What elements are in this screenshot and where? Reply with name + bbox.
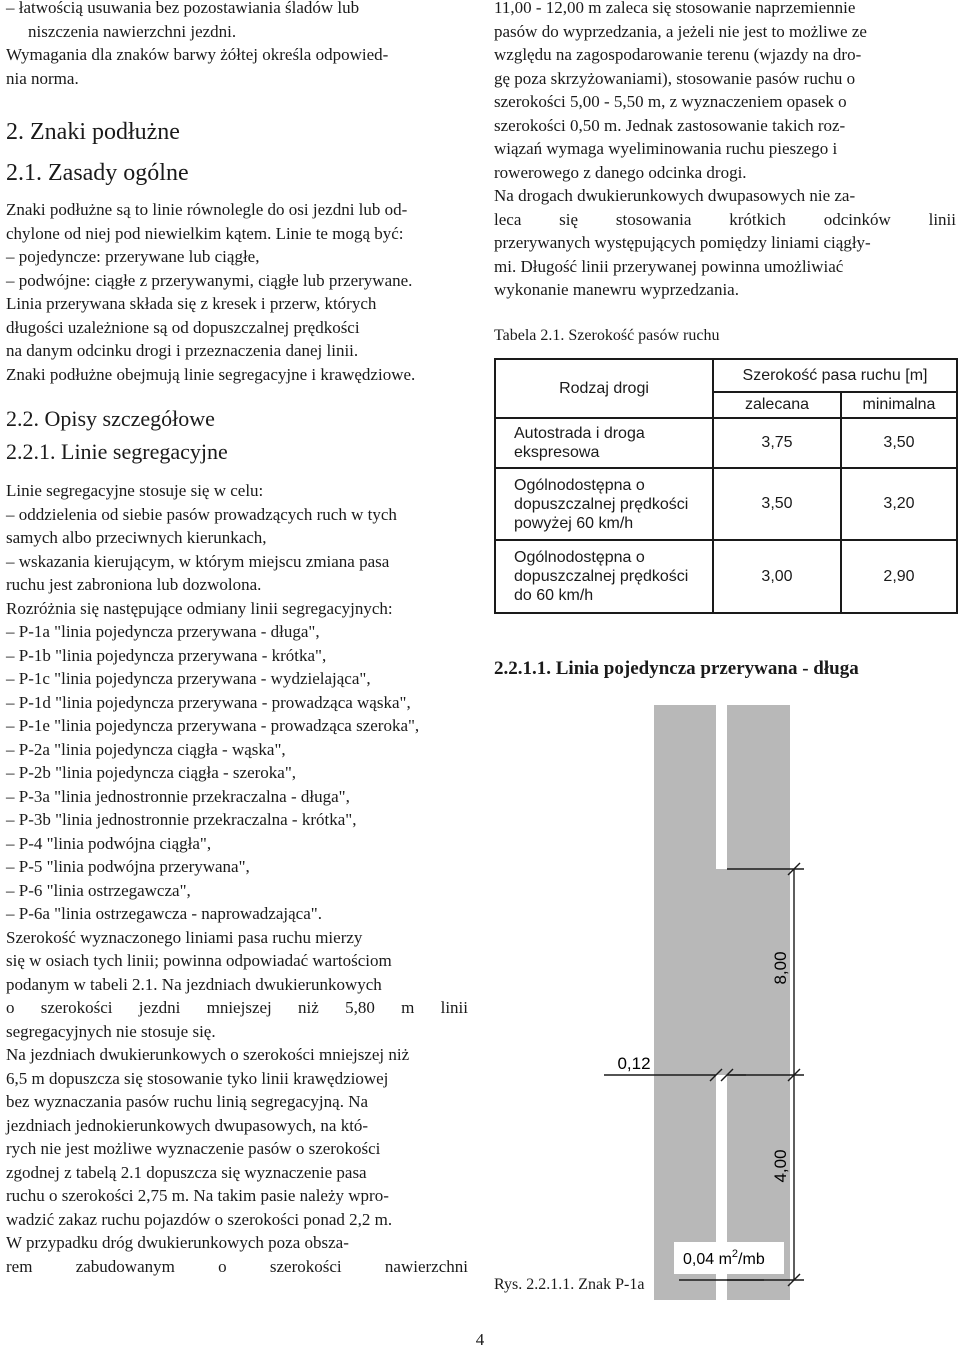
body-line: ruchu jest zabroniona lub dozwolona. xyxy=(6,575,262,594)
body-line: względu na zagospodarowanie terenu (wjazdy na dro- xyxy=(494,45,862,64)
dim-width-label: 0,12 xyxy=(617,1054,651,1073)
intro-line: – łatwością usuwania bez pozostawiania śladów lub xyxy=(6,0,360,17)
body-line: rowerowego z danego odcinka drogi. xyxy=(494,162,747,182)
type-item: – P-6 "linia ostrzegawcza", xyxy=(6,880,191,900)
road-type-cell: Ogólnodostępna o dopuszczalnej prędkości powyżej 60 km/h xyxy=(495,468,713,540)
type-item: – P-5 "linia podwójna przerywana", xyxy=(6,857,250,876)
body-line: – podwójne: ciągłe z przerywanymi, ciągłe lub przerywane. xyxy=(6,270,413,290)
table-row xyxy=(495,418,957,468)
header-minimum: minimalna xyxy=(841,392,957,418)
type-item: – P-1d "linia pojedyncza przerywana - prowadząca wąska", xyxy=(6,692,411,712)
type-item: – P-2b "linia pojedyncza ciągła - szeroka", xyxy=(6,763,297,782)
header-recommended: zalecana xyxy=(713,392,841,418)
body-line: rych nie jest możliwe wyznaczenie pasów o szerokości xyxy=(6,1139,381,1158)
p1a-marking-diagram xyxy=(494,690,960,1300)
body-line: – wskazania kierującym, w którym miejscu zmiana pasa xyxy=(6,551,390,571)
body-line: Linia przerywana składa się z kresek i przerw, których xyxy=(6,294,377,313)
body-line: Na jezdniach dwukierunkowych o szerokości mniejszej niż xyxy=(6,1045,410,1064)
recommended-cell: 3,00 xyxy=(713,540,841,613)
type-item: – P-1c "linia pojedyncza przerywana - wydzielająca", xyxy=(6,669,371,688)
body-line: Na drogach dwukierunkowych dwupasowych nie za- xyxy=(494,186,856,205)
body-line: szerokości 0,50 m. Jednak zastosowanie takich roz- xyxy=(494,115,846,135)
body-line: gę poza skrzyżowaniami), stosowanie pasów ruchu o xyxy=(494,68,856,88)
type-item: – P-3b "linia jednostronnie przekraczalna - krótka", xyxy=(6,810,357,829)
body-line: bez wyznaczania pasów ruchu linią segregacyjną. Na xyxy=(6,1092,369,1111)
body-line: – oddzielenia od siebie pasów prowadzących ruch w tych xyxy=(6,504,397,524)
minimum-cell: 3,20 xyxy=(841,468,957,540)
type-item: – P-1a "linia pojedyncza przerywana - długa", xyxy=(6,622,320,641)
body-line: jezdniach jednokierunkowych dwupasowych, na któ- xyxy=(6,1115,369,1135)
body-line: Rozróżnia się następujące odmiany linii segregacyjnych: xyxy=(6,598,393,618)
body-line: – pojedyncze: przerywane lub ciągłe, xyxy=(6,247,260,266)
dim-long-label: 8,00 xyxy=(771,951,790,985)
type-item: – P-6a "linia ostrzegawcza - naprowadzająca". xyxy=(6,904,322,923)
road-type-cell: Ogólnodostępna o dopuszczalnej prędkości do 60 km/h xyxy=(495,540,713,613)
table-caption: Tabela 2.1. Szerokość pasów ruchu xyxy=(494,327,720,344)
recommended-cell: 3,50 xyxy=(713,468,841,540)
body-line: wykonanie manewru wyprzedzania. xyxy=(494,280,739,299)
area-label: 0,04 $m^2/mb$ xyxy=(683,1248,765,1268)
type-item: – P-1e "linia pojedyncza przerywana - prowadząca szeroka", xyxy=(6,716,420,735)
body-line: rem zabudowanym o szerokości nawierzchni xyxy=(6,1256,468,1276)
subsection-heading: 2.1. Zasady ogólne xyxy=(6,160,189,186)
body-line: pasów do wyprzedzania, a jeżeli nie jest to możliwe ze xyxy=(494,21,867,41)
body-line: zgodnej z tabelą 2.1 dopuszcza się wyznaczenie pasa xyxy=(6,1162,367,1182)
intro-line: nia norma. xyxy=(6,68,79,88)
body-line: się w osiach tych linii; powinna odpowiadać wartościom xyxy=(6,951,392,970)
type-item: – P-2a "linia pojedyncza ciągła - wąska", xyxy=(6,739,286,759)
dim-short-label: 4,00 xyxy=(771,1149,790,1183)
header-road-type: Rodzaj drogi xyxy=(495,359,713,418)
body-line: szerokości 5,00 - 5,50 m, z wyznaczeniem opasek o xyxy=(494,92,847,111)
body-line: leca się stosowania krótkich odcinków linii xyxy=(494,209,956,229)
body-line: W przypadku dróg dwukierunkowych poza obsza- xyxy=(6,1233,349,1252)
segregation-heading: 2.2.1. Linie segregacyjne xyxy=(6,439,228,464)
body-line: chylone od niej pod niewielkim kątem. Linie te mogą być: xyxy=(6,223,404,243)
body-line: wiązań wymaga wyeliminowania ruchu pieszego i xyxy=(494,139,838,158)
body-line: segregacyjnych nie stosuje się. xyxy=(6,1021,216,1041)
road-type-cell: Autostrada i droga ekspresowa xyxy=(495,418,713,468)
body-line: Znaki podłużne są to linie równolegle do osi jezdni lub od- xyxy=(6,200,408,219)
body-line: podanym w tabeli 2.1. Na jezdniach dwukierunkowych xyxy=(6,974,382,994)
recommended-cell: 3,75 xyxy=(713,418,841,468)
figure-heading: 2.2.1.1. Linia pojedyncza przerywana - długa xyxy=(494,658,859,679)
table-row xyxy=(495,468,957,540)
minimum-cell: 3,50 xyxy=(841,418,957,468)
intro-line: Wymagania dla znaków barwy żółtej określa odpowied- xyxy=(6,45,389,64)
body-line: samych albo przeciwnych kierunkach, xyxy=(6,528,267,547)
type-item: – P-3a "linia jednostronnie przekraczalna - długa", xyxy=(6,786,350,806)
body-line: mi. Długość linii przerywanej powinna umożliwiać xyxy=(494,256,844,276)
body-line: o szerokości jezdni mniejszej niż 5,80 m linii xyxy=(6,998,468,1017)
figure-caption: Rys. 2.2.1.1. Znak P-1a xyxy=(494,1276,645,1293)
body-line: 6,5 m dopuszcza się stosowanie tyko linii krawędziowej xyxy=(6,1068,389,1088)
body-line: Znaki podłużne obejmują linie segregacyjne i krawędziowe. xyxy=(6,364,416,384)
dash-segment xyxy=(716,705,727,869)
body-line: długości uzależnione są od dopuszczalnej prędkości xyxy=(6,317,360,337)
body-line: Szerokość wyznaczonego liniami pasa ruchu mierzy xyxy=(6,927,363,947)
details-heading: 2.2. Opisy szczegółowe xyxy=(6,406,215,431)
section-heading: 2. Znaki podłużne xyxy=(6,119,180,145)
body-line: wadzić zakaz ruchu pojazdów o szerokości ponad 2,2 m. xyxy=(6,1209,393,1229)
table-row xyxy=(495,540,957,613)
intro-line: niszczenia nawierzchni jezdni. xyxy=(28,21,237,41)
body-line: 11,00 - 12,00 m zaleca się stosowanie naprzemiennie xyxy=(494,0,856,17)
body-line: na danym odcinku drogi i przeznaczenia danej linii. xyxy=(6,341,359,360)
width-table xyxy=(494,358,958,612)
body-line: przerywanych występujących pomiędzy liniami ciągły- xyxy=(494,233,871,252)
body-line: ruchu o szerokości 2,75 m. Na takim pasie należy wpro- xyxy=(6,1186,389,1205)
header-lane-width: Szerokość pasa ruchu [m] xyxy=(713,359,957,392)
minimum-cell: 2,90 xyxy=(841,540,957,613)
type-item: – P-4 "linia podwójna ciągła", xyxy=(6,833,212,853)
page-number: 4 xyxy=(475,1330,485,1349)
type-item: – P-1b "linia pojedyncza przerywana - krótka", xyxy=(6,645,327,665)
body-line: Linie segregacyjne stosuje się w celu: xyxy=(6,481,264,500)
